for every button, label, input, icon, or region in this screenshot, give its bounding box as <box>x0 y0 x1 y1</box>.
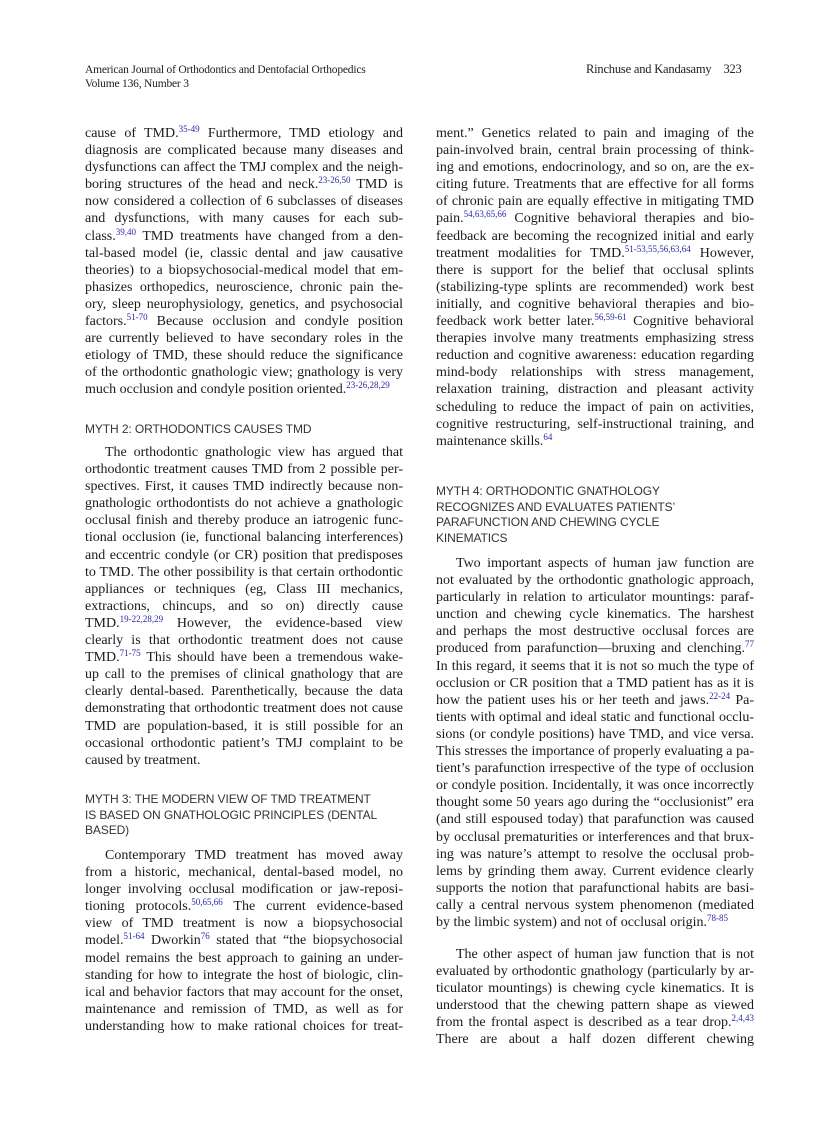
text-run: This stresses the importance of properly evaluating a pa- <box>436 744 754 760</box>
text-line <box>85 547 403 564</box>
text-run: feedback are becoming the recognized initial and early <box>436 228 754 244</box>
text-run: phasizes orthopedics, neuroscience, chronic pain the- <box>85 279 403 295</box>
text-line <box>85 279 403 296</box>
text-line <box>436 675 754 692</box>
text-run: TMD is <box>350 177 403 193</box>
paragraph <box>85 125 403 399</box>
text-run: ing and emotions, endocrinology, and so on, are the ex- <box>436 160 754 176</box>
text-line <box>85 881 403 898</box>
text-line <box>85 666 403 683</box>
citation-reference[interactable]: 54,63,65,66 <box>463 209 507 220</box>
text-run: citing future. Treatments that are effective for all forms <box>436 177 754 193</box>
text-line <box>85 461 403 478</box>
text-run: feedback work better later. <box>436 314 595 330</box>
text-line <box>85 632 403 649</box>
text-line <box>436 897 754 914</box>
text-run: The current evidence-based <box>222 899 403 915</box>
running-header-authors <box>586 62 742 76</box>
text-run: (and still espoused today) that parafunction was caused <box>436 812 754 828</box>
text-run: tal-based model (ie, classic dental and jaw causative <box>85 245 403 261</box>
text-run: mind-body relationships with stress management, <box>436 365 754 381</box>
text-run: cognitive restructuring, self-instructional training, and <box>436 416 754 432</box>
text-run: ory, sleep neurophysiology, genetics, and psychosocial <box>85 296 403 312</box>
text-line <box>436 347 754 364</box>
text-run: there is support for the belief that occlusal splints <box>436 262 754 278</box>
text-run: lems by grinding them away. Current evidence clearly <box>436 863 754 879</box>
heading-line: BASED) <box>85 823 130 837</box>
text-line <box>85 478 403 495</box>
text-run: and eccentric condyle (or CR) position that predisposes <box>85 547 403 563</box>
text-run: thought some 50 years ago during the “occlusionist” era <box>436 795 754 811</box>
text-line <box>85 364 403 381</box>
text-run: from the frontal aspect is described as a tear drop. <box>436 1015 732 1031</box>
text-run: of the orthodontic gnathologic view; gnathology is very <box>85 365 403 381</box>
text-run: Two important aspects of human jaw function are <box>456 556 754 571</box>
text-run: standing for how to integrate the host of biologic, clin- <box>85 967 403 983</box>
text-run: up call to the premises of clinical gnathology that are <box>85 667 403 683</box>
section-heading <box>85 422 403 438</box>
text-run: not evaluated by the orthodontic gnathologic approach, <box>436 573 754 589</box>
text-run: occlusal finish and thereby produce an iatrogenic func- <box>85 513 403 529</box>
text-run: pain. <box>436 211 464 227</box>
text-run: TMD. <box>85 650 120 666</box>
text-line <box>85 932 403 949</box>
text-run: tional occlusion (ie, functional balancing interferences) <box>85 530 403 546</box>
text-run: orthodontic treatment causes TMD from 2 possible per- <box>85 462 403 478</box>
text-run: Because occlusion and condyle position <box>147 314 403 330</box>
text-run: In this regard, it seems that it is not so much the type of <box>436 658 754 674</box>
text-run: Contemporary TMD treatment has moved away <box>105 848 403 863</box>
text-run: evaluated by orthodontic gnathology (particularly by ar- <box>436 964 754 980</box>
citation-reference[interactable]: 50,65,66 <box>191 897 223 908</box>
text-line <box>436 364 754 381</box>
text-line <box>436 760 754 777</box>
text-line <box>436 846 754 863</box>
text-line <box>436 946 754 963</box>
text-run: occlusion or CR position that a TMD patient has as it is <box>436 675 754 691</box>
text-run: ment.” Genetics related to pain and imaging of the <box>436 126 754 141</box>
text-line <box>85 330 403 347</box>
section-heading <box>436 484 754 546</box>
text-line <box>85 1018 403 1035</box>
text-run: now considered a collection of 6 subclasses of diseases <box>85 194 403 210</box>
text-line <box>85 735 403 752</box>
text-line <box>436 330 754 347</box>
text-line <box>85 847 403 864</box>
text-run: produced from parafunction—bruxing and clenching. <box>436 641 745 657</box>
authors: Rinchuse and Kandasamy <box>586 62 712 76</box>
text-run: to TMD. The other possibility is that certain orthodontic <box>85 564 403 580</box>
text-line <box>436 640 754 657</box>
heading-line: RECOGNIZES AND EVALUATES PATIENTS’ <box>436 499 676 514</box>
text-line <box>436 743 754 760</box>
citation-reference[interactable]: 78-85 <box>707 912 729 923</box>
text-line <box>436 159 754 176</box>
text-run: maintenance and remission of TMD, as well as for <box>85 1001 403 1017</box>
text-run: and dysfunctions, with many causes for each sub- <box>85 211 403 227</box>
text-run: reduction and cognitive awareness: education regarding <box>436 348 754 364</box>
text-line <box>85 718 403 735</box>
text-line <box>85 296 403 313</box>
text-run: or condyle position. Incidentally, it was once incorrectly <box>436 778 754 794</box>
text-run: are currently believed to have secondary roles in the <box>85 331 403 347</box>
text-run: boring structures of the head and neck. <box>85 177 319 193</box>
page-number: 323 <box>723 62 742 76</box>
text-line <box>436 142 754 159</box>
text-run: TMD. <box>85 615 120 631</box>
text-line <box>85 313 403 330</box>
text-line <box>85 228 403 245</box>
text-line <box>436 555 754 572</box>
text-run: spectives. First, it causes TMD indirectly because non- <box>85 479 403 495</box>
text-run: gnathologic orthodontists do not achieve a gnathologic <box>85 496 403 512</box>
text-line <box>85 176 403 193</box>
text-line <box>436 381 754 398</box>
text-line <box>436 980 754 997</box>
citation-reference[interactable]: 51-70 <box>126 312 148 323</box>
heading-line: PARAFUNCTION AND CHEWING CYCLE <box>436 515 660 529</box>
text-line <box>436 572 754 589</box>
text-line <box>85 700 403 717</box>
text-line <box>436 997 754 1014</box>
text-line <box>85 193 403 210</box>
text-line <box>436 279 754 296</box>
text-line <box>436 313 754 330</box>
text-line <box>85 683 403 700</box>
text-line <box>436 125 754 142</box>
text-line <box>436 606 754 623</box>
text-run: cause of TMD. <box>85 126 179 141</box>
citation-reference[interactable]: 2,4,43 <box>731 1013 754 1024</box>
heading-line: MYTH 3: THE MODERN VIEW OF TMD TREATMENT <box>85 792 371 806</box>
text-run: However, the evidence-based view <box>163 615 403 631</box>
text-line <box>436 914 754 931</box>
text-line <box>436 1014 754 1031</box>
text-run: factors. <box>85 314 127 330</box>
text-run: clearly dental-based. Parenthetically, because the data <box>85 684 403 700</box>
text-run: (stabilizing-type splints are recommended) work best <box>436 279 754 295</box>
text-run: particularly in relation to articulator mountings: paraf- <box>436 590 754 606</box>
text-line <box>436 210 754 227</box>
text-line <box>85 125 403 142</box>
text-line <box>436 176 754 193</box>
text-run: TMD are population-based, it is still possible for an <box>85 718 403 734</box>
text-run: Furthermore, TMD etiology and <box>199 126 403 141</box>
text-line <box>436 829 754 846</box>
citation-reference[interactable]: 35-49 <box>178 124 200 134</box>
text-run: scheduling to reduce the impact of pain on activities, <box>436 399 754 415</box>
text-run: treatment modalities for TMD. <box>436 245 625 261</box>
text-run: caused by treatment. <box>85 752 201 768</box>
text-line <box>436 245 754 262</box>
text-run: model remains the best approach to gaining an under- <box>85 950 403 966</box>
text-line <box>85 898 403 915</box>
text-line <box>85 529 403 546</box>
text-run: therapies involve many treatments emphasizing stress <box>436 331 754 347</box>
section-heading <box>85 792 403 839</box>
text-run: The other aspect of human jaw function that is not <box>456 947 754 962</box>
text-run: extractions, chincups, and so on) directly cause <box>85 598 403 614</box>
text-run: Cognitive behavioral <box>626 314 754 330</box>
text-run: tioning protocols. <box>85 899 192 915</box>
text-line <box>436 589 754 606</box>
text-run: how the patient uses his or her teeth and jaws. <box>436 692 710 708</box>
running-header-journal <box>85 63 366 91</box>
text-run: sions (or condyle positions) have TMD, and vice versa. <box>436 726 754 742</box>
text-run: maintenance skills. <box>436 433 544 449</box>
text-line <box>436 433 754 450</box>
heading-line: MYTH 2: ORTHODONTICS CAUSES TMD <box>85 422 312 436</box>
text-line <box>436 658 754 675</box>
citation-reference[interactable]: 51-53,55,56,63,64 <box>624 243 691 254</box>
text-line <box>85 950 403 967</box>
paragraph <box>436 125 754 450</box>
text-run: ing was nature’s attempt to resolve the occlusal prob- <box>436 846 754 862</box>
text-line <box>436 262 754 279</box>
text-line <box>85 142 403 159</box>
text-run: diagnosis are complicated because many diseases and <box>85 143 403 159</box>
text-run: Pa- <box>730 692 754 708</box>
text-line <box>436 794 754 811</box>
text-line <box>436 399 754 416</box>
text-line <box>436 228 754 245</box>
text-run: appliances or techniques (eg, Class III mechanics, <box>85 581 403 597</box>
text-run: by the limbic system) and not of occlusal origin. <box>436 914 708 930</box>
text-run: demonstrating that orthodontic treatment does not cause <box>85 701 403 717</box>
text-line <box>85 598 403 615</box>
text-line <box>436 777 754 794</box>
journal-title: American Journal of Orthodontics and Dentofacial Orthopedics <box>85 64 366 76</box>
text-line <box>436 863 754 880</box>
text-run: dysfunctions can affect the TMJ complex and the neigh- <box>85 160 403 176</box>
heading-line: IS BASED ON GNATHOLOGIC PRINCIPLES (DENTAL <box>85 807 378 822</box>
text-line <box>85 210 403 227</box>
text-line <box>85 967 403 984</box>
text-line <box>85 262 403 279</box>
text-run: Dworkin <box>144 933 201 949</box>
text-run: This should have been a tremendous wake- <box>140 650 403 666</box>
paragraph <box>436 555 754 931</box>
text-run: from a historic, mechanical, dental-based model, no <box>85 865 403 881</box>
citation-reference[interactable]: 56,59-61 <box>594 312 627 323</box>
text-line <box>85 649 403 666</box>
citation-reference[interactable]: 51-64 <box>123 931 145 942</box>
text-line <box>85 159 403 176</box>
text-run: However, <box>690 245 754 261</box>
heading-line: MYTH 4: ORTHODONTIC GNATHOLOGY <box>436 484 660 498</box>
citation-reference[interactable]: 64 <box>543 431 553 442</box>
text-line <box>436 963 754 980</box>
paragraph <box>85 847 403 1035</box>
citation-reference[interactable]: 19-22,28,29 <box>119 613 164 624</box>
text-line <box>85 245 403 262</box>
text-run: theories) to a biopsychosocial-medical model that em- <box>85 262 403 278</box>
text-run: The orthodontic gnathologic view has argued that <box>105 445 403 460</box>
citation-reference[interactable]: 77 <box>745 639 754 650</box>
text-run: TMD treatments have changed from a den- <box>135 228 403 244</box>
text-line <box>436 726 754 743</box>
text-line <box>436 193 754 210</box>
text-line <box>85 564 403 581</box>
text-run: longer involving occlusal modification or jaw-reposi- <box>85 882 403 898</box>
text-run: class. <box>85 228 116 244</box>
text-run: unction and chewing cycle kinematics. The harshest <box>436 607 754 623</box>
text-line <box>85 581 403 598</box>
text-run: Cognitive behavioral therapies and bio- <box>506 211 754 227</box>
text-line <box>436 692 754 709</box>
text-run: occasional orthodontic patient’s TMJ complaint to be <box>85 735 403 751</box>
text-line <box>85 984 403 1001</box>
text-line <box>85 444 403 461</box>
text-run: understanding how to make rational choices for treat- <box>85 1018 403 1034</box>
text-run: much occlusion and condyle position oriented. <box>85 382 347 398</box>
text-run: initially, and cognitive behavioral therapies and bio- <box>436 296 754 312</box>
text-run: There are about a half dozen different chewing <box>436 1032 754 1048</box>
text-line <box>85 495 403 512</box>
journal-volume: Volume 136, Number 3 <box>85 78 189 90</box>
citation-reference[interactable]: 71-75 <box>119 648 141 659</box>
text-run: clearly is that orthodontic treatment does not cause <box>85 633 403 649</box>
text-line <box>436 623 754 640</box>
text-run: of chronic pain are equally effective in mitigating TMD <box>436 194 754 210</box>
text-run: by occlusal prematurities or interferences and that brux- <box>436 829 754 845</box>
text-run: tients with optimal and ideal static and functional occlu- <box>436 709 754 725</box>
text-line <box>85 915 403 932</box>
text-run: relaxation training, distraction and pleasant activity <box>436 382 754 398</box>
citation-reference[interactable]: 23-26,28,29 <box>346 380 390 391</box>
text-line <box>436 709 754 726</box>
text-run: stated that “the biopsychosocial <box>209 933 403 949</box>
text-line <box>85 864 403 881</box>
text-line <box>436 1031 754 1048</box>
citation-reference[interactable]: 23-26,50 <box>318 175 351 186</box>
text-line <box>436 296 754 313</box>
citation-reference[interactable]: 39,40 <box>115 226 136 237</box>
heading-line: KINEMATICS <box>436 530 508 545</box>
text-line <box>436 811 754 828</box>
text-run: understood that the chewing pattern shape as viewed <box>436 998 754 1014</box>
text-run: model. <box>85 933 124 949</box>
text-line <box>436 416 754 433</box>
paragraph <box>436 946 754 1049</box>
text-line <box>85 381 403 398</box>
text-run: ical and behavior factors that may account for the onset, <box>85 984 403 1000</box>
text-run: supports the notion that parafunctional habits are basi- <box>436 880 754 896</box>
text-run: and perhaps the most destructive occlusal forces are <box>436 624 754 640</box>
text-line <box>85 1001 403 1018</box>
paragraph <box>85 444 403 769</box>
text-run: pain-involved brain, central brain processing of think- <box>436 143 754 159</box>
text-line <box>85 615 403 632</box>
citation-reference[interactable]: 22-24 <box>709 690 731 701</box>
text-line <box>85 752 403 769</box>
text-line <box>85 512 403 529</box>
text-run: etiology of TMD, these should reduce the significance <box>85 348 403 364</box>
text-line <box>436 880 754 897</box>
text-line <box>85 347 403 364</box>
text-run: tient’s parafunction irrespective of the type of occlusion <box>436 761 754 777</box>
text-run: view of TMD treatment is now a biopsychosocial <box>85 916 403 932</box>
text-run: ticulator mountings) is chewing cycle kinematics. It is <box>436 981 754 997</box>
text-run: cally a central nervous system phenomenon (mediated <box>436 897 754 913</box>
citation-reference[interactable]: 76 <box>200 931 210 942</box>
